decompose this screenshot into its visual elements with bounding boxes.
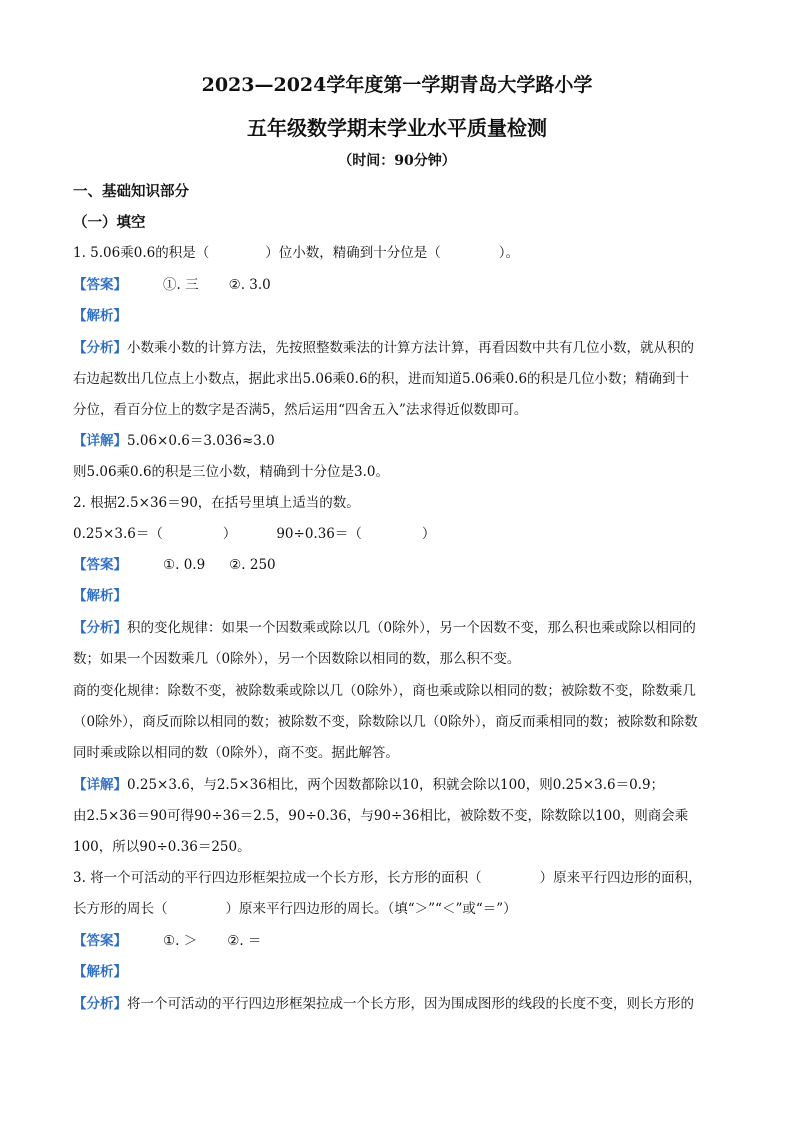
q2-sub-a-end: ） <box>222 526 237 542</box>
q1-detail-line-2: 则5.06乘0.6的积是三位小数，精确到十分位是3.0。 <box>73 464 389 480</box>
q3-explain-label <box>73 962 723 982</box>
q1-answer-mark-1: ① <box>163 277 177 293</box>
exam-time: （时间：90分钟） <box>338 153 456 169</box>
q1-explain-label <box>73 306 723 326</box>
detail-label: 【详解】 <box>73 777 127 793</box>
q1-analysis-line-1 <box>73 338 723 358</box>
q1-analysis-line-3: 分位，看百分位上的数字是否满5，然后运用“四舍五入”法求得近似数即可。 <box>73 402 528 418</box>
question-1 <box>73 243 723 263</box>
q2-detail-line-2: 由2.5×36＝90可得90÷36＝2.5，90÷0.36，与90÷36相比，被除数不变，除数除以100，则商会乘 <box>73 808 689 824</box>
q2-sub-a: 0.25×3.6＝（ <box>73 526 163 542</box>
q3-analysis-text-1: 将一个可活动的平行四边形框架拉成一个长方形，因为围成图形的线段的长度不变，则长方形的 <box>127 996 694 1012</box>
q3-analysis-line-1 <box>73 994 723 1014</box>
q2-detail-line-1 <box>73 775 723 795</box>
explain-label: 【解析】 <box>73 308 127 324</box>
q1-stem-c: ）。 <box>498 245 519 261</box>
q3-answer-mark-2: ② <box>227 933 240 949</box>
q2-answer-mark-2: ② <box>229 557 242 573</box>
q3-stem-c: 长方形的周长（ <box>73 901 168 917</box>
q2-detail-line-3: 100，所以90÷0.36＝250。 <box>73 839 251 855</box>
q1-detail-line-1 <box>73 431 723 451</box>
q1-answer-2: . 3.0 <box>240 277 271 293</box>
question-3-line-1 <box>73 868 723 888</box>
analysis-label: 【分析】 <box>73 340 127 356</box>
q1-stem-b: ）位小数，精确到十分位是（ <box>265 245 441 261</box>
q1-answer-mark-2: ② <box>228 277 241 293</box>
q2-analysis-line-5: 同时乘或除以相同的数（0除外），商不变。据此解答。 <box>73 745 399 761</box>
q2-analysis-line-2: 数；如果一个因数乘几（0除外），另一个因数除以相同的数，那么积不变。 <box>73 651 521 667</box>
q2-answer-2: . 250 <box>241 557 276 573</box>
q3-answer-1: . ＞ <box>175 933 198 949</box>
q2-subquestions <box>73 524 723 544</box>
q2-analysis-line-1 <box>73 618 723 638</box>
q2-answer-mark-1: ① <box>163 557 176 573</box>
q2-answer-1: . 0.9 <box>175 557 206 573</box>
analysis-label: 【分析】 <box>73 996 127 1012</box>
analysis-label: 【分析】 <box>73 620 127 636</box>
q2-detail-text-1: 0.25×3.6，与2.5×36相比，两个因数都除以10，积就会除以100，则0.25×3.6＝0.9； <box>127 777 665 793</box>
q2-analysis-text-1: 积的变化规律：如果一个因数乘或除以几（0除外），另一个因数不变，那么积也乘或除以相同的 <box>127 620 696 636</box>
answer-label: 【答案】 <box>73 933 127 949</box>
q2-sub-b-end: ） <box>421 526 436 542</box>
q3-stem-d: ）原来平行四边形的周长。（填“＞”“＜”或“＝”） <box>225 901 517 917</box>
question-2: 2. 根据2.5×36＝90，在括号里填上适当的数。 <box>73 495 360 511</box>
q1-answer-1: . 三 <box>176 277 199 293</box>
exam-title: 2023—2024学年度第一学期青岛大学路小学 <box>201 74 593 96</box>
q2-sub-b: 90÷0.36＝（ <box>276 526 362 542</box>
explain-label: 【解析】 <box>73 588 127 604</box>
q2-analysis-line-4: （0除外），商反而除以相同的数；被除数不变，除数除以几（0除外），商反而乘相同的数；被除数和除数 <box>73 714 698 730</box>
q2-explain-label <box>73 586 723 606</box>
exam-subtitle: 五年级数学期末学业水平质量检测 <box>247 116 547 140</box>
question-3-line-2 <box>73 899 723 919</box>
detail-label: 【详解】 <box>73 433 127 449</box>
q1-analysis-text-1: 小数乘小数的计算方法，先按照整数乘法的计算方法计算，再看因数中共有几位小数，就从积的 <box>127 340 694 356</box>
explain-label: 【解析】 <box>73 964 127 980</box>
q3-answer-mark-1: ① <box>163 933 176 949</box>
q3-answer-row <box>73 931 723 951</box>
answer-label: 【答案】 <box>73 557 127 573</box>
q1-analysis-line-2: 右边起数出几位点上小数点，据此求出5.06乘0.6的积，进而知道5.06乘0.6的积是几位小数；精确到十 <box>73 371 690 387</box>
section-heading: 一、基础知识部分 <box>73 183 189 200</box>
q3-stem-a: 3. 将一个可活动的平行四边形框架拉成一个长方形，长方形的面积（ <box>73 870 482 886</box>
q3-answer-2: . ＝ <box>239 933 262 949</box>
q2-answer-row <box>73 555 723 575</box>
q2-analysis-line-3: 商的变化规律：除数不变，被除数乘或除以几（0除外），商也乘或除以相同的数；被除数不变，除数乘几 <box>73 683 696 699</box>
q1-answer-row <box>73 275 723 295</box>
answer-label: 【答案】 <box>73 277 127 293</box>
q3-stem-b: ）原来平行四边形的面积， <box>539 870 702 886</box>
q1-stem-a: 1. 5.06乘0.6的积是（ <box>73 245 210 261</box>
subsection-heading: （一）填空 <box>73 214 146 231</box>
q1-detail-text-1: 5.06×0.6＝3.036≈3.0 <box>127 433 275 449</box>
